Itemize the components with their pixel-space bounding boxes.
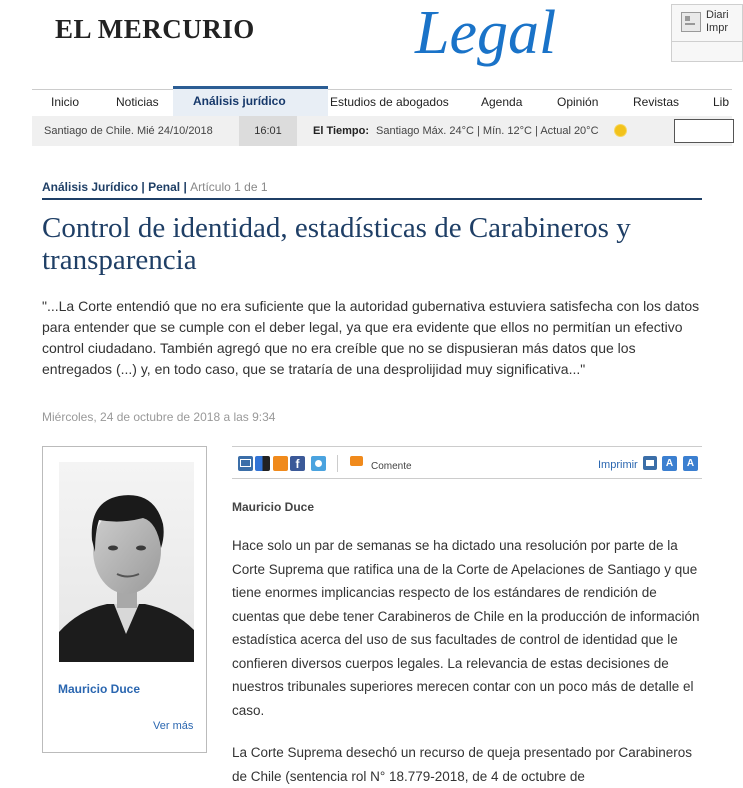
- article-author: Mauricio Duce: [232, 500, 315, 514]
- nav-item-libros[interactable]: Lib: [713, 95, 730, 109]
- nav-item-analisis-juridico-label: Análisis jurídico: [193, 94, 286, 108]
- weather-readout: Santiago Máx. 24°C | Mín. 12°C | Actual 20°C: [376, 125, 599, 137]
- font-decrease-button[interactable]: A: [662, 456, 677, 471]
- font-increase-button[interactable]: A: [683, 456, 698, 471]
- rss-icon[interactable]: [273, 456, 288, 471]
- comment-link[interactable]: Comente: [371, 461, 412, 472]
- article-paragraph: Hace solo un par de semanas se ha dictado una resolución por parte de la Corte Suprema que ratifica una de la Corte de Apelaciones de Santiago y que tiene enormes implicancias respecto de los estándares de rendición de cuentas que debe tener Carabineros de Chile en la producción de información estadística acerca del uso de sus facultades de control de identidad que le confieren diversos cuerpos legales. La relevancia de estas decisiones de nuestros tribunales superiores merecen contar con un poco más de detalle el caso.: [232, 538, 700, 718]
- nav-item-noticias[interactable]: Noticias: [116, 95, 159, 109]
- author-photo[interactable]: [59, 462, 194, 662]
- article-counter: Artículo 1 de 1: [190, 180, 268, 194]
- el-mercurio-logo[interactable]: EL MERCURIO: [55, 14, 255, 44]
- side-link-impreso[interactable]: Impr: [706, 22, 728, 34]
- title-divider: [42, 198, 702, 200]
- side-link-diario[interactable]: Diari: [706, 9, 729, 21]
- newspaper-icon: [681, 12, 701, 32]
- nav-item-inicio[interactable]: Inicio: [51, 95, 80, 109]
- current-date: Santiago de Chile. Mié 24/10/2018: [44, 125, 213, 137]
- side-links-text[interactable]: [706, 9, 729, 35]
- side-box-divider: [672, 41, 742, 42]
- breadcrumb-category[interactable]: Penal: [148, 180, 181, 194]
- article-title: Control de identidad, estadísticas de Carabineros y transparencia: [42, 212, 631, 276]
- info-bar: [32, 116, 732, 146]
- breadcrumb: Análisis Jurídico | Penal | Artículo 1 de 1: [42, 180, 268, 194]
- print-icon[interactable]: [643, 456, 657, 470]
- ver-mas-link[interactable]: Ver más: [153, 720, 194, 732]
- main-nav: [32, 89, 732, 116]
- article-paragraph: La Corte Suprema desechó un recurso de queja presentado por Carabineros de Chile (sentencia rol N° 18.779-2018, de 4 de octubre de: [232, 745, 693, 784]
- nav-item-analisis-juridico[interactable]: [173, 86, 328, 116]
- twitter-share-icon[interactable]: [311, 456, 326, 471]
- legal-section-logo[interactable]: Legal: [415, 0, 557, 67]
- article-lead-quote: "...La Corte entendió que no era suficiente que la autoridad gubernativa estuviera satisfecha con los datos para entender que se cumple con el deber legal, ya que era evidente que ellos no permitían un efectivo control ciudadano. También agregó que no era creíble que no se dispusieran más datos que los entregados (...) y, en todo caso, que se trataría de una desprolijidad muy significativa...": [42, 298, 700, 377]
- nav-item-agenda[interactable]: Agenda: [481, 95, 523, 109]
- comment-icon[interactable]: [350, 456, 363, 466]
- share-divider: [337, 455, 338, 472]
- nav-item-estudios-de-abogados[interactable]: Estudios de abogados: [330, 95, 449, 109]
- print-link[interactable]: Imprimir: [598, 459, 638, 471]
- delicious-share-icon[interactable]: [255, 456, 270, 471]
- side-link-box[interactable]: [671, 4, 743, 62]
- publication-date: Miércoles, 24 de octubre de 2018 a las 9:34: [42, 410, 276, 424]
- share-bar: [232, 446, 702, 479]
- weather-label: El Tiempo:: [313, 125, 370, 137]
- nav-item-revistas[interactable]: Revistas: [633, 95, 680, 109]
- search-input[interactable]: [674, 119, 734, 143]
- email-share-icon[interactable]: [238, 456, 253, 471]
- facebook-share-icon[interactable]: f: [290, 456, 305, 471]
- nav-item-opinion[interactable]: Opinión: [557, 95, 599, 109]
- author-card: [42, 446, 207, 753]
- breadcrumb-section[interactable]: Análisis Jurídico: [42, 180, 139, 194]
- sun-icon: [615, 125, 626, 136]
- author-card-name[interactable]: Mauricio Duce: [58, 682, 141, 696]
- current-time: 16:01: [239, 116, 297, 146]
